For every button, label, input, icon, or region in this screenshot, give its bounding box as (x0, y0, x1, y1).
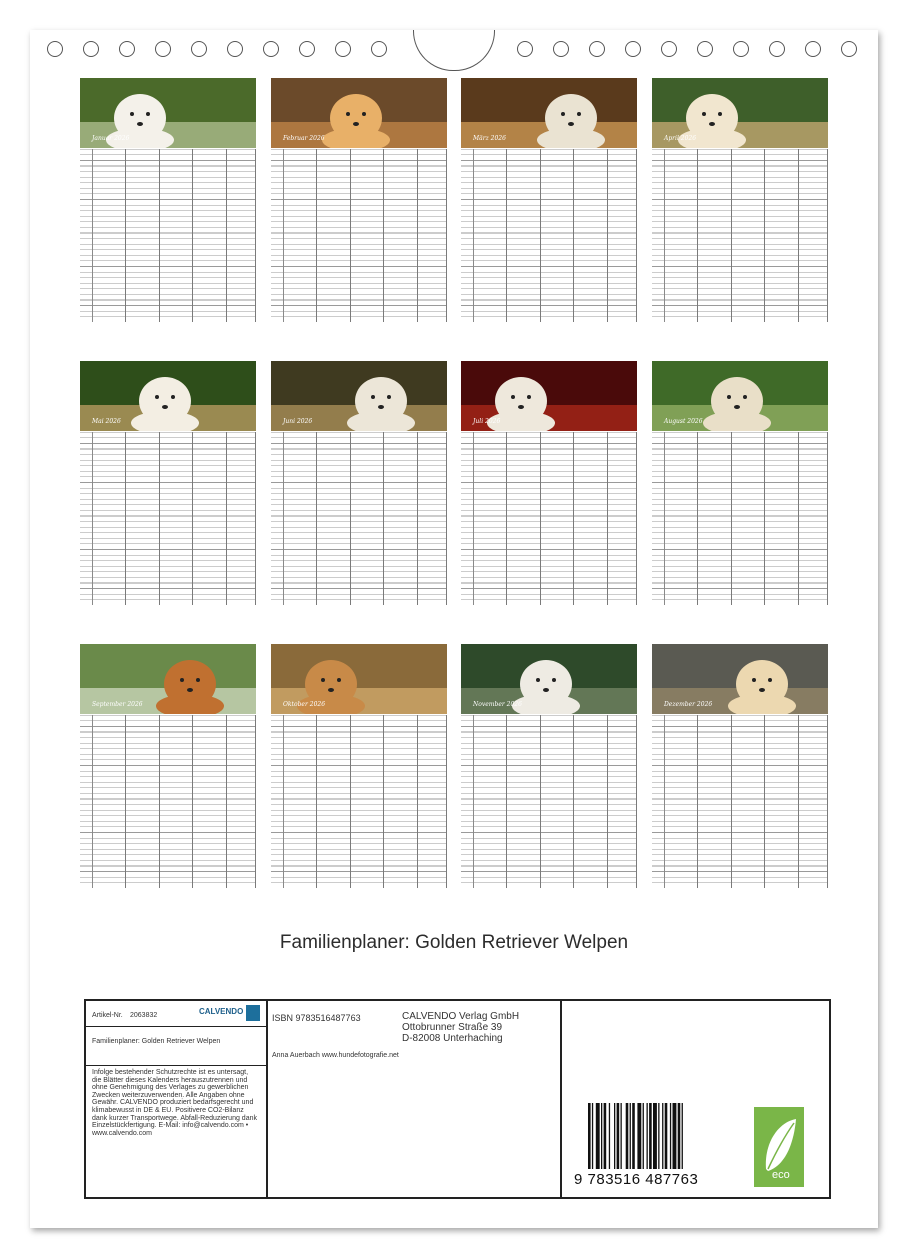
planner-grid (461, 149, 637, 322)
imprint-box (84, 999, 831, 1199)
grid-column-line (255, 432, 256, 605)
publisher-city: D-82008 Unterhaching (402, 1033, 503, 1044)
planner-grid (461, 715, 637, 888)
grid-column-line (731, 149, 732, 322)
grid-column-line (607, 432, 608, 605)
binding-hole (589, 41, 605, 57)
grid-column-line (446, 149, 447, 322)
grid-column-line (827, 149, 828, 322)
barcode-bar (658, 1103, 659, 1169)
month-label: Februar 2026 (283, 135, 325, 142)
article-number: 2063832 (130, 1012, 158, 1019)
eco-badge (754, 1107, 804, 1187)
grid-column-line (798, 715, 799, 888)
barcode-bar (673, 1103, 677, 1169)
binding-hole (299, 41, 315, 57)
barcode-bar (678, 1103, 681, 1169)
planner-grid (80, 432, 256, 605)
grid-column-line (226, 715, 227, 888)
month-label: März 2026 (473, 135, 506, 142)
binding-hole (769, 41, 785, 57)
planner-grid (652, 149, 828, 322)
grid-column-line (159, 149, 160, 322)
isbn: ISBN 9783516487763 (272, 1013, 361, 1023)
grid-column-line (255, 149, 256, 322)
publisher-name: CALVENDO Verlag GmbH (402, 1011, 520, 1022)
grid-column-line (798, 149, 799, 322)
grid-column-line (417, 715, 418, 888)
binding-hole (47, 41, 63, 57)
grid-column-line (827, 715, 828, 888)
binding-hole (553, 41, 569, 57)
product-title-row (86, 1027, 266, 1066)
barcode-bar (601, 1103, 602, 1169)
grid-column-line (506, 432, 507, 605)
barcode-bar (592, 1103, 593, 1169)
planner-grid (271, 715, 447, 888)
binding-hole (227, 41, 243, 57)
grid-column-line (316, 432, 317, 605)
grid-column-line (417, 149, 418, 322)
month-label: Juni 2026 (283, 418, 313, 425)
grid-column-line (573, 149, 574, 322)
calendar-title: Familienplaner: Golden Retriever Welpen (279, 932, 629, 953)
grid-column-line (446, 432, 447, 605)
barcode-bar (665, 1103, 668, 1169)
grid-column-line (417, 432, 418, 605)
grid-column-line (383, 715, 384, 888)
month-label: Oktober 2026 (283, 701, 326, 708)
month-panel (271, 78, 447, 322)
month-panel (80, 644, 256, 888)
month-label: September 2026 (92, 701, 143, 708)
barcode-digits: 9 783516 487763 (574, 1171, 699, 1188)
publisher-street: Ottobrunner Straße 39 (402, 1022, 503, 1033)
binding-hole (517, 41, 533, 57)
planner-grid (80, 149, 256, 322)
grid-column-line (697, 432, 698, 605)
grid-column-line (159, 715, 160, 888)
binding-hole (335, 41, 351, 57)
grid-column-line (125, 715, 126, 888)
grid-column-line (192, 715, 193, 888)
grid-column-line (226, 149, 227, 322)
barcode-bar (630, 1103, 631, 1169)
grid-column-line (506, 149, 507, 322)
planner-grid (271, 432, 447, 605)
month-panel (80, 78, 256, 322)
grid-column-line (764, 432, 765, 605)
grid-column-line (636, 149, 637, 322)
planner-grid (80, 715, 256, 888)
binding-hole (83, 41, 99, 57)
barcode-bar (662, 1103, 663, 1169)
barcode-bar (643, 1103, 644, 1169)
calvendo-logo-icon (246, 1005, 260, 1021)
author-credit: Anna Auerbach www.hundefotografie.net (272, 1052, 399, 1059)
month-panel (80, 361, 256, 605)
grid-column-line (125, 149, 126, 322)
month-panel (652, 78, 828, 322)
legal-notice: Infolge bestehender Schutzrechte ist es untersagt, die Blätter dieses Kalenders herauszutrennen und ohne Genehmigung des Verlages zu gewerblichen Zwecken weiterzuverwenden. Alle Angaben ohne Gewähr. CALVENDO produziert bedarfsgerecht und klimabewusst in DE & EU. Positivere CO2-Bilanz dank kurzer Transportwege. Abfall-Reduzierung dank Einzelstückfertigung. E-Mail: info@calvendo.com • www.calvendo.com (92, 1069, 257, 1137)
barcode-bar (621, 1103, 622, 1169)
barcode-bar (670, 1103, 671, 1169)
binding-hole (841, 41, 857, 57)
month-panel (461, 78, 637, 322)
month-label: Dezember 2026 (664, 701, 713, 708)
grid-column-line (798, 432, 799, 605)
grid-column-line (636, 432, 637, 605)
month-label: Januar 2026 (92, 135, 130, 142)
grid-column-line (540, 432, 541, 605)
binding-hole (371, 41, 387, 57)
grid-column-line (506, 715, 507, 888)
month-panel (461, 361, 637, 605)
month-label: April 2026 (664, 135, 697, 142)
barcode-bar (637, 1103, 641, 1169)
grid-column-line (540, 715, 541, 888)
binding-hole (661, 41, 677, 57)
product-title: Familienplaner: Golden Retriever Welpen (92, 1038, 221, 1045)
article-label: Artikel-Nr. (92, 1012, 123, 1019)
grid-column-line (350, 149, 351, 322)
grid-column-line (636, 715, 637, 888)
barcode-bar (614, 1103, 615, 1169)
calvendo-logo: CALVENDO (199, 1007, 244, 1016)
grid-column-line (159, 432, 160, 605)
barcode (574, 1103, 718, 1188)
planner-grid (652, 432, 828, 605)
eco-label: eco (772, 1169, 790, 1181)
barcode-bar (647, 1103, 648, 1169)
binding-hole (155, 41, 171, 57)
barcode-bar (653, 1103, 657, 1169)
grid-column-line (383, 432, 384, 605)
barcode-bar (649, 1103, 652, 1169)
imprint-left-column (86, 1001, 268, 1197)
barcode-bar (626, 1103, 629, 1169)
month-panel (652, 644, 828, 888)
grid-column-line (607, 149, 608, 322)
grid-column-line (764, 715, 765, 888)
publisher-address (402, 1011, 519, 1044)
planner-grid (652, 715, 828, 888)
grid-column-line (350, 715, 351, 888)
grid-column-line (226, 432, 227, 605)
barcode-bar (632, 1103, 635, 1169)
month-panel (271, 361, 447, 605)
binding-hole (263, 41, 279, 57)
grid-column-line (125, 432, 126, 605)
grid-column-line (697, 715, 698, 888)
grid-column-line (316, 149, 317, 322)
barcode-bar (604, 1103, 607, 1169)
grid-column-line (255, 715, 256, 888)
month-label: Mai 2026 (92, 418, 121, 425)
binding-hole (625, 41, 641, 57)
article-row (86, 1001, 266, 1027)
barcode-bar (588, 1103, 591, 1169)
month-label: Juli 2026 (473, 418, 501, 425)
grid-column-line (446, 715, 447, 888)
planner-grid (461, 432, 637, 605)
barcode-bar (609, 1103, 610, 1169)
grid-column-line (350, 432, 351, 605)
month-label: August 2026 (664, 418, 703, 425)
grid-column-line (192, 149, 193, 322)
grid-column-line (764, 149, 765, 322)
grid-column-line (731, 715, 732, 888)
grid-column-line (607, 715, 608, 888)
grid-column-line (697, 149, 698, 322)
barcode-bar (596, 1103, 600, 1169)
barcode-bar (682, 1103, 683, 1169)
barcode-bar (617, 1103, 620, 1169)
binding-hole (119, 41, 135, 57)
grid-column-line (383, 149, 384, 322)
month-panel (652, 361, 828, 605)
grid-column-line (316, 715, 317, 888)
binding-hole (733, 41, 749, 57)
planner-grid (271, 149, 447, 322)
binding-hole (805, 41, 821, 57)
grid-column-line (540, 149, 541, 322)
grid-column-line (731, 432, 732, 605)
imprint-middle-column (268, 1001, 562, 1197)
grid-column-line (573, 432, 574, 605)
grid-column-line (573, 715, 574, 888)
grid-column-line (192, 432, 193, 605)
month-label: November 2026 (473, 701, 522, 708)
grid-column-line (827, 432, 828, 605)
binding-hole (191, 41, 207, 57)
month-panel (271, 644, 447, 888)
binding-hole (697, 41, 713, 57)
month-panel (461, 644, 637, 888)
